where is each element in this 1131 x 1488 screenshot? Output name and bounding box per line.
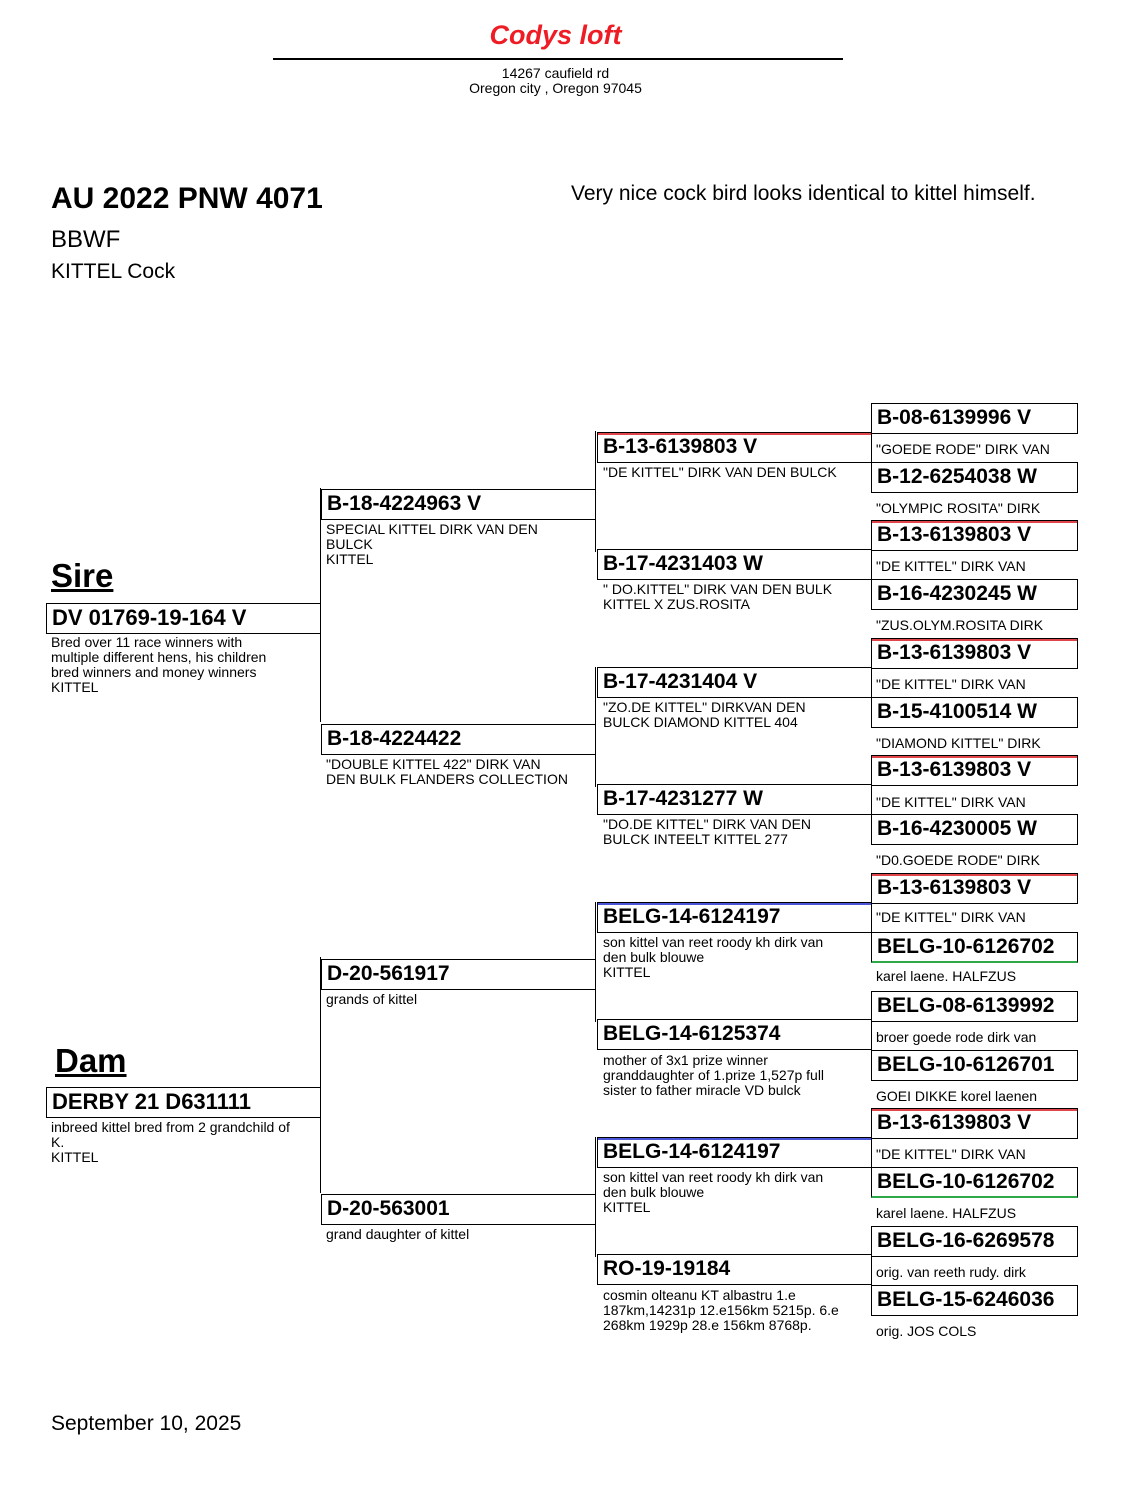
address-line-1: 14267 caufield rd	[501, 65, 610, 81]
gen2-notes-2: "DOUBLE KITTEL 422" DIRK VAN DEN BULK FLANDERS COLLECTION	[326, 756, 568, 787]
gen4-note-7: "DE KITTEL" DIRK VAN	[876, 795, 1026, 810]
gen4-box-15: BELG-16-6269578	[871, 1226, 1078, 1257]
gen4-box-1: B-08-6139996 V	[871, 403, 1078, 434]
sire-label: Sire	[51, 557, 114, 594]
gen4-box-6: B-15-4100514 W	[871, 697, 1078, 728]
gen4-note-6: "DIAMOND KITTEL" DIRK	[876, 736, 1041, 751]
gen3-notes-2: " DO.KITTEL" DIRK VAN DEN BULK KITTEL X ZUS.ROSITA	[603, 581, 833, 612]
gen4-box-8: B-16-4230005 W	[871, 814, 1078, 845]
gen4-box-16: BELG-15-6246036	[871, 1285, 1078, 1316]
sire-band-box: DV 01769-19-164 V	[46, 603, 321, 634]
gen2-notes-4: grand daughter of kittel	[326, 1226, 470, 1242]
gen3-box-8: RO-19-19184	[597, 1254, 872, 1285]
gen4-note-14: karel laene. HALFZUS	[876, 1206, 1017, 1221]
gen4-note-1: "GOEDE RODE" DIRK VAN	[876, 442, 1050, 457]
gen3-notes-5: son kittel van reet roody kh dirk van den bulk blouwe KITTEL	[603, 934, 824, 980]
bird-color: BBWF	[51, 226, 121, 253]
gen4-box-7: B-13-6139803 V	[871, 755, 1078, 786]
gen2-box-1: B-18-4224963 V	[321, 489, 596, 520]
gen3-box-2: B-17-4231403 W	[597, 549, 872, 580]
gen2-box-2: B-18-4224422	[321, 724, 596, 755]
bird-band-number: AU 2022 PNW 4071	[51, 182, 323, 215]
dam-label: Dam	[55, 1042, 127, 1079]
header-divider	[273, 58, 843, 60]
gen4-note-11: broer goede rode dirk van	[876, 1030, 1037, 1045]
address-line-2: Oregon city , Oregon 97045	[469, 80, 642, 96]
gen2-notes-1: SPECIAL KITTEL DIRK VAN DEN BULCK KITTEL	[326, 521, 538, 567]
gen3-notes-3: "ZO.DE KITTEL" DIRKVAN DEN BULCK DIAMOND KITTEL 404	[603, 699, 806, 730]
loft-name: Codys loft	[489, 20, 622, 50]
gen3-notes-7: son kittel van reet roody kh dirk van den bulk blouwe KITTEL	[603, 1169, 824, 1215]
gen4-note-2: "OLYMPIC ROSITA" DIRK	[876, 501, 1041, 516]
gen4-note-4: "ZUS.OLYM.ROSITA DIRK	[876, 618, 1044, 633]
gen3-notes-8: cosmin olteanu KT albastru 1.e 187km,14231p 12.e156km 5215p. 6.e 268km 1929p 28.e 156km 8768p.	[603, 1287, 839, 1333]
bird-remark: Very nice cock bird looks identical to kittel himself.	[571, 182, 1036, 205]
gen3-box-5: BELG-14-6124197	[597, 902, 872, 933]
gen4-box-11: BELG-08-6139992	[871, 991, 1078, 1022]
gen3-notes-6: mother of 3x1 prize winner granddaughter of 1.prize 1,527p full sister to father miracle VD bulck	[603, 1052, 825, 1098]
sire-notes: Bred over 11 race winners with multiple different hens, his children bred winners and money winners KITTEL	[51, 634, 267, 695]
gen4-note-16: orig. JOS COLS	[876, 1324, 977, 1339]
gen4-note-15: orig. van reeth rudy. dirk	[876, 1265, 1026, 1280]
connector-dam	[320, 957, 321, 1193]
gen3-box-3: B-17-4231404 V	[597, 667, 872, 698]
dam-notes: inbreed kittel bred from 2 grandchild of K. KITTEL	[51, 1119, 290, 1165]
gen4-box-12: BELG-10-6126701	[871, 1050, 1078, 1081]
gen4-box-10: BELG-10-6126702	[871, 932, 1078, 963]
dam-band-box: DERBY 21 D631111	[46, 1087, 321, 1118]
bird-strain-sex: KITTEL Cock	[51, 260, 176, 283]
gen4-note-3: "DE KITTEL" DIRK VAN	[876, 559, 1026, 574]
gen4-note-12: GOEI DIKKE korel laenen	[876, 1089, 1038, 1104]
gen4-box-13: B-13-6139803 V	[871, 1108, 1078, 1139]
gen4-note-13: "DE KITTEL" DIRK VAN	[876, 1147, 1026, 1162]
gen3-box-7: BELG-14-6124197	[597, 1137, 872, 1168]
gen4-note-9: "DE KITTEL" DIRK VAN	[876, 910, 1026, 925]
gen4-box-3: B-13-6139803 V	[871, 520, 1078, 551]
gen4-box-5: B-13-6139803 V	[871, 638, 1078, 669]
gen4-note-5: "DE KITTEL" DIRK VAN	[876, 677, 1026, 692]
gen4-box-4: B-16-4230245 W	[871, 579, 1078, 610]
gen2-box-3: D-20-561917	[321, 959, 596, 990]
gen3-box-1: B-13-6139803 V	[597, 432, 872, 463]
gen4-note-8: "D0.GOEDE RODE" DIRK	[876, 853, 1040, 868]
gen2-box-4: D-20-563001	[321, 1194, 596, 1225]
gen4-box-2: B-12-6254038 W	[871, 462, 1078, 493]
gen3-box-4: B-17-4231277 W	[597, 784, 872, 815]
gen3-notes-4: "DO.DE KITTEL" DIRK VAN DEN BULCK INTEELT KITTEL 277	[603, 816, 812, 847]
gen3-notes-1: "DE KITTEL" DIRK VAN DEN BULCK	[603, 464, 837, 480]
gen4-note-10: karel laene. HALFZUS	[876, 969, 1017, 984]
gen3-box-6: BELG-14-6125374	[597, 1019, 872, 1050]
print-date: September 10, 2025	[51, 1412, 242, 1435]
gen4-box-9: B-13-6139803 V	[871, 873, 1078, 904]
gen2-notes-3: grands of kittel	[326, 991, 418, 1007]
gen4-box-14: BELG-10-6126702	[871, 1167, 1078, 1198]
